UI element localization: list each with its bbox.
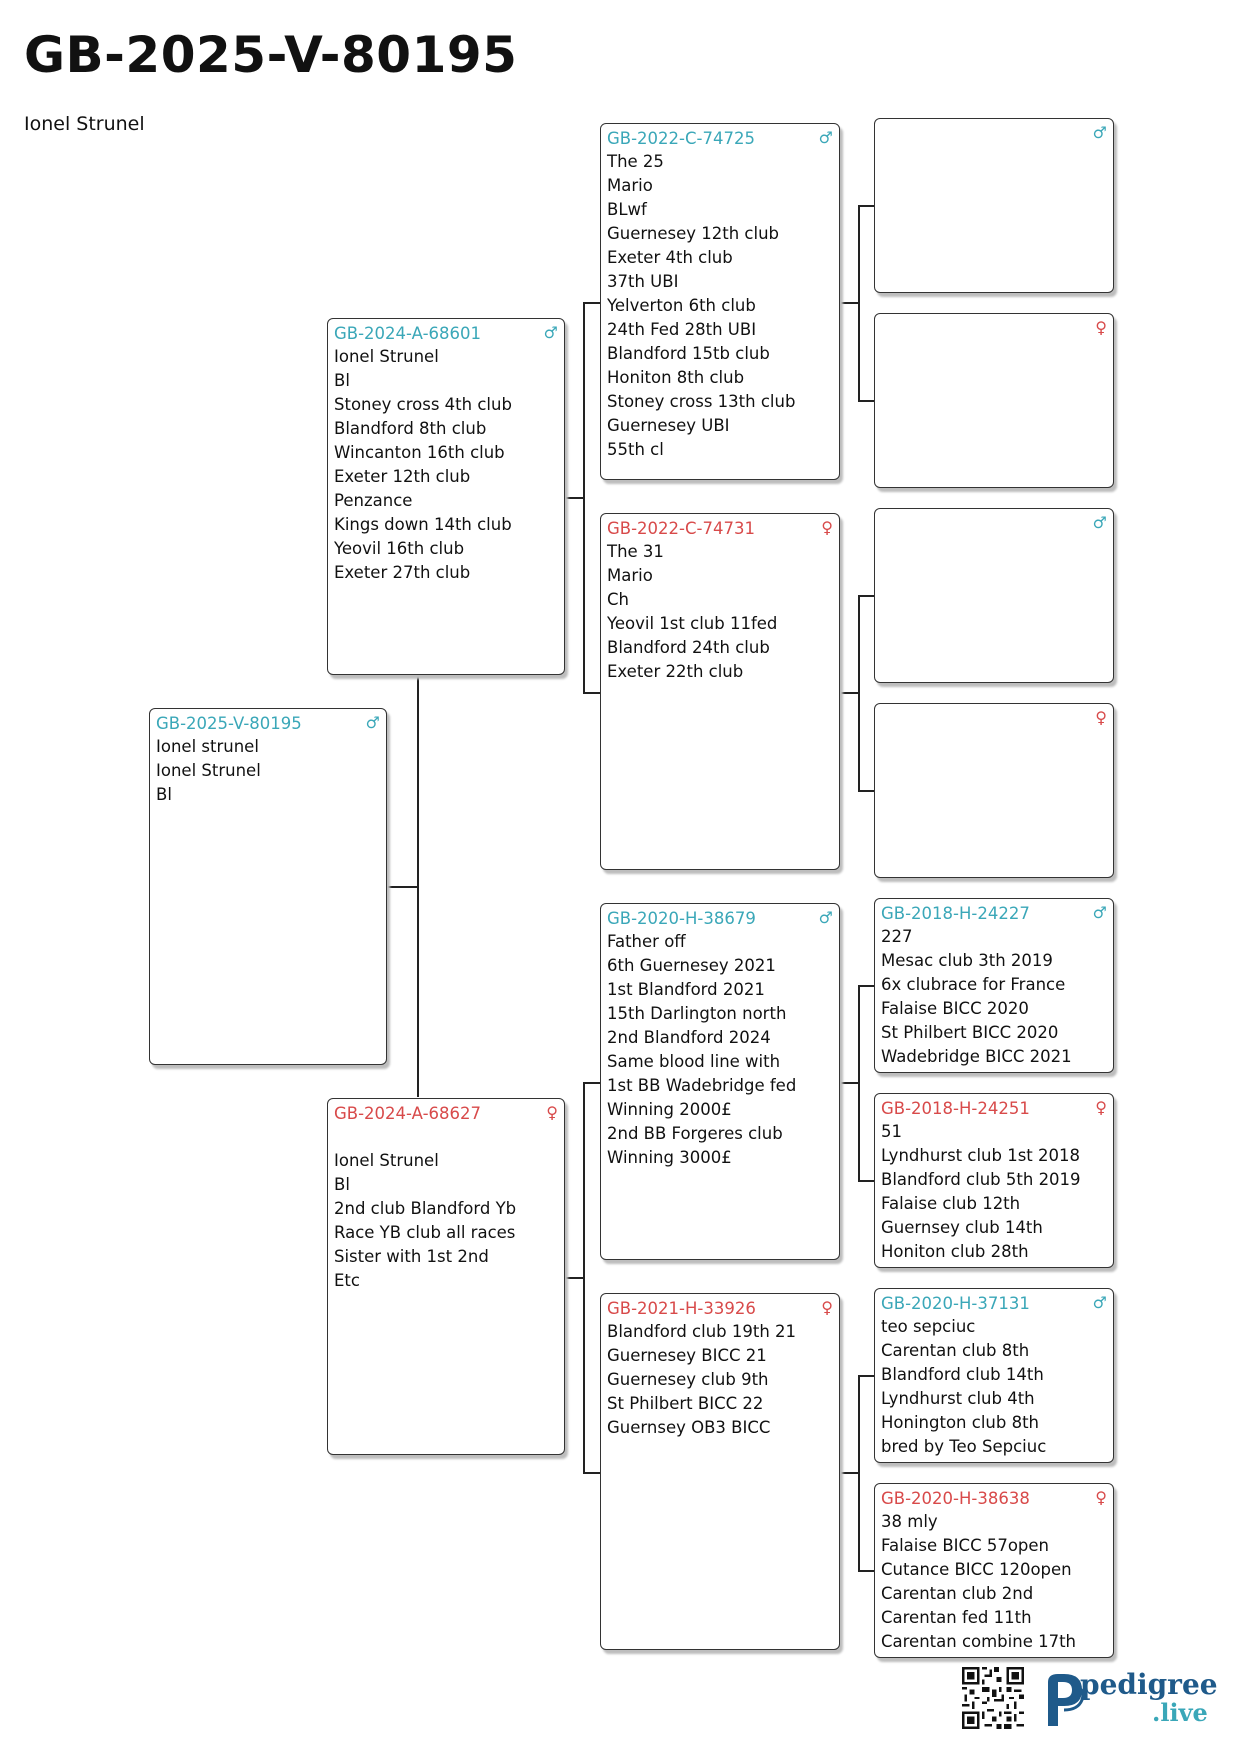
female-symbol-icon: ♀	[1095, 1488, 1107, 1507]
ring-number[interactable]: GB-2024-A-68601	[334, 324, 482, 343]
card-line: Blandford 24th club	[607, 638, 770, 657]
card-line: Mario	[607, 176, 653, 195]
card-line: 15th Darlington north	[607, 1004, 787, 1023]
ring-number[interactable]: GB-2022-C-74725	[607, 129, 755, 148]
card-line: Lyndhurst club 1st 2018	[881, 1146, 1081, 1165]
logo-text-live: .live	[1152, 1698, 1208, 1727]
card-line: 51	[881, 1122, 902, 1141]
card-line: bred by Teo Sepciuc	[881, 1437, 1047, 1456]
connector-line	[583, 692, 601, 694]
card-line: Bl	[334, 371, 350, 390]
pigeon-card-subject[interactable]	[149, 708, 387, 1065]
ring-number[interactable]: GB-2020-H-38679	[607, 909, 756, 928]
card-line: teo sepciuc	[881, 1317, 976, 1336]
card-line: Kings down 14th club	[334, 515, 512, 534]
card-line: Cutance BICC 120open	[881, 1560, 1072, 1579]
pigeon-card-empty[interactable]	[874, 313, 1114, 488]
card-line: Blandford club 5th 2019	[881, 1170, 1081, 1189]
pigeon-card-sire-sire[interactable]	[600, 123, 840, 480]
card-line: Bl	[334, 1175, 350, 1194]
card-line: Ch	[607, 590, 629, 609]
connector-line	[841, 302, 859, 304]
logo-text-pedigree: pedigree	[1080, 1668, 1218, 1701]
pigeon-card-empty[interactable]	[874, 703, 1114, 878]
card-line: Race YB club all races	[334, 1223, 516, 1242]
ring-number[interactable]: GB-2022-C-74731	[607, 519, 755, 538]
card-line: Penzance	[334, 491, 413, 510]
card-line: Guernesey UBI	[607, 416, 730, 435]
card-line: Father off	[607, 932, 686, 951]
card-line: Carentan club 8th	[881, 1341, 1030, 1360]
card-line: Blandford 8th club	[334, 419, 487, 438]
card-line: Guernsey club 14th	[881, 1218, 1043, 1237]
card-line: Mario	[607, 566, 653, 585]
card-line: Honiton 8th club	[607, 368, 745, 387]
card-line: Exeter 22th club	[607, 662, 744, 681]
owner-name: Ionel Strunel	[24, 113, 145, 135]
card-line: 2nd club Blandford Yb	[334, 1199, 517, 1218]
male-symbol-icon: ♂	[1092, 903, 1107, 922]
card-line: Blandford 15tb club	[607, 344, 770, 363]
card-line: Honington club 8th	[881, 1413, 1039, 1432]
female-symbol-icon: ♀	[821, 1298, 833, 1317]
pigeon-card-ggp-6[interactable]	[874, 1093, 1114, 1268]
card-line: The 31	[607, 542, 664, 561]
card-line: Exeter 12th club	[334, 467, 471, 486]
card-line: 227	[881, 927, 913, 946]
connector-line	[566, 497, 584, 499]
card-line: Carentan combine 17th	[881, 1632, 1077, 1651]
pigeon-card-sire-dam[interactable]	[600, 513, 840, 870]
card-line: Sister with 1st 2nd	[334, 1247, 489, 1266]
card-line: 37th UBI	[607, 272, 679, 291]
card-line: Exeter 27th club	[334, 563, 471, 582]
card-line: Falaise BICC 2020	[881, 999, 1029, 1018]
card-line: St Philbert BICC 2020	[881, 1023, 1059, 1042]
card-line: Mesac club 3th 2019	[881, 951, 1053, 970]
pigeon-card-ggp-7[interactable]	[874, 1288, 1114, 1463]
card-line: Guernesey club 9th	[607, 1370, 769, 1389]
ring-number[interactable]: GB-2020-H-38638	[881, 1489, 1030, 1508]
pigeon-card-empty[interactable]	[874, 118, 1114, 293]
card-line: 6x clubrace for France	[881, 975, 1066, 994]
ring-number[interactable]: GB-2024-A-68627	[334, 1104, 482, 1123]
card-line: 38 mly	[881, 1512, 938, 1531]
male-symbol-icon: ♂	[543, 323, 558, 342]
card-line: The 25	[607, 152, 664, 171]
card-line: Winning 3000£	[607, 1148, 732, 1167]
card-line: Yelverton 6th club	[607, 296, 756, 315]
card-line: Carentan club 2nd	[881, 1584, 1034, 1603]
pigeon-card-dam-sire[interactable]	[600, 903, 840, 1260]
card-line: Guernesey 12th club	[607, 224, 780, 243]
pedigree-live-logo[interactable]	[1042, 1668, 1222, 1730]
pigeon-card-dam[interactable]	[327, 1098, 565, 1455]
card-line: 1st Blandford 2021	[607, 980, 765, 999]
male-symbol-icon: ♂	[818, 128, 833, 147]
male-symbol-icon: ♂	[1092, 123, 1107, 142]
card-line: Wincanton 16th club	[334, 443, 505, 462]
connector-line	[841, 1472, 859, 1474]
card-line	[334, 1125, 558, 1149]
card-line: 24th Fed 28th UBI	[607, 320, 757, 339]
card-line: Ionel Strunel	[156, 761, 261, 780]
ring-number[interactable]: GB-2018-H-24227	[881, 904, 1030, 923]
card-line: Carentan fed 11th	[881, 1608, 1032, 1627]
female-symbol-icon: ♀	[546, 1103, 558, 1122]
connector-line	[566, 1277, 584, 1279]
card-line: Falaise club 12th	[881, 1194, 1021, 1213]
connector-line	[841, 1082, 859, 1084]
card-line: St Philbert BICC 22	[607, 1394, 764, 1413]
connector-line	[386, 886, 418, 888]
male-symbol-icon: ♂	[1092, 513, 1107, 532]
card-line: 55th cl	[607, 440, 664, 459]
card-line: Yeovil 1st club 11fed	[607, 614, 778, 633]
card-line: Stoney cross 13th club	[607, 392, 796, 411]
ring-number[interactable]: GB-2020-H-37131	[881, 1294, 1030, 1313]
card-line: Etc	[334, 1271, 360, 1290]
card-line: Winning 2000£	[607, 1100, 732, 1119]
pigeon-card-ggp-8[interactable]	[874, 1483, 1114, 1658]
pedigree-title: GB-2025-V-80195	[24, 26, 518, 84]
connector-line	[841, 692, 859, 694]
card-line: Blandford club 14th	[881, 1365, 1044, 1384]
card-line: Guernesey BICC 21	[607, 1346, 767, 1365]
ring-number[interactable]: GB-2025-V-80195	[156, 714, 302, 733]
card-line: Stoney cross 4th club	[334, 395, 512, 414]
card-line: Blandford club 19th 21	[607, 1322, 797, 1341]
card-line: Ionel Strunel	[334, 347, 439, 366]
connector-line	[583, 302, 601, 304]
female-symbol-icon: ♀	[1095, 1098, 1107, 1117]
card-line: 2nd BB Forgeres club	[607, 1124, 783, 1143]
ring-number[interactable]: GB-2021-H-33926	[607, 1299, 756, 1318]
card-line: Same blood line with	[607, 1052, 781, 1071]
male-symbol-icon: ♂	[818, 908, 833, 927]
card-line: Yeovil 16th club	[334, 539, 465, 558]
card-line: 6th Guernesey 2021	[607, 956, 776, 975]
card-line: 2nd Blandford 2024	[607, 1028, 771, 1047]
pigeon-card-empty[interactable]	[874, 508, 1114, 683]
ring-number[interactable]: GB-2018-H-24251	[881, 1099, 1030, 1118]
card-line: 1st BB Wadebridge fed	[607, 1076, 797, 1095]
female-symbol-icon: ♀	[821, 518, 833, 537]
card-line: Bl	[156, 785, 172, 804]
card-line: Falaise BICC 57open	[881, 1536, 1050, 1555]
card-line: Ionel strunel	[156, 737, 259, 756]
pigeon-card-ggp-5[interactable]	[874, 898, 1114, 1073]
card-line: Honiton club 28th	[881, 1242, 1029, 1261]
pigeon-card-dam-dam[interactable]	[600, 1293, 840, 1650]
female-symbol-icon: ♀	[1095, 318, 1107, 337]
card-line: Guernsey OB3 BICC	[607, 1418, 771, 1437]
male-symbol-icon: ♂	[1092, 1293, 1107, 1312]
female-symbol-icon: ♀	[1095, 708, 1107, 727]
card-line: Wadebridge BICC 2021	[881, 1047, 1072, 1066]
card-line: BLwf	[607, 200, 647, 219]
qr-code-icon[interactable]	[962, 1667, 1024, 1729]
card-line: Exeter 4th club	[607, 248, 733, 267]
pigeon-card-sire[interactable]	[327, 318, 565, 675]
card-line: Ionel Strunel	[334, 1151, 439, 1170]
card-line: Lyndhurst club 4th	[881, 1389, 1035, 1408]
connector-line	[583, 1082, 601, 1084]
male-symbol-icon: ♂	[365, 713, 380, 732]
connector-line	[583, 1472, 601, 1474]
